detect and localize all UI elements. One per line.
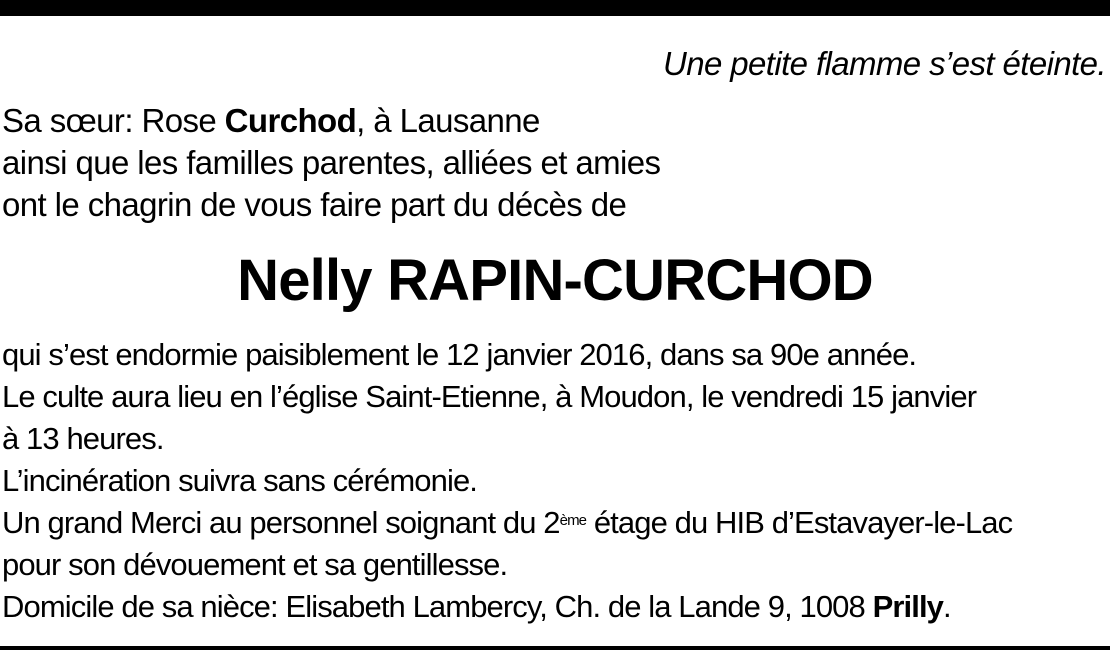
details-line-service: Le culte aura lieu en l’église Saint-Etienne, à Moudon, le vendredi 15 janvier — [2, 379, 977, 414]
sister-surname: Curchod — [224, 102, 357, 139]
details-line-domicile-suffix: . — [943, 589, 951, 624]
bottom-border-rule — [0, 646, 1110, 650]
floor-superscript: ème — [559, 512, 587, 529]
details-block — [2, 334, 1012, 628]
details-line-thanks-prefix: Un grand Merci au personnel soignant du 2 — [2, 505, 560, 540]
details-line-thanks — [2, 502, 1012, 544]
details-line-domicile — [2, 586, 1012, 628]
domicile-town: Prilly — [872, 589, 943, 624]
intro-line-families: ainsi que les familles parentes, alliées et amies — [2, 144, 661, 181]
intro-line-sister-prefix: Sa sœur: Rose — [2, 102, 225, 139]
details-line-cremation: L’incinération suivra sans cérémonie. — [2, 463, 478, 498]
intro-line-announcement: ont le chagrin de vous faire part du décès de — [2, 186, 627, 223]
epigraph: Une petite flamme s’est éteinte. — [662, 45, 1106, 82]
details-line-domicile-prefix: Domicile de sa nièce: Elisabeth Lambercy, Ch. de la Lande 9, 1008 — [2, 589, 873, 624]
intro-block — [2, 100, 660, 226]
details-line-thanks-suffix: étage du HIB d’Estavayer-le-Lac — [586, 505, 1013, 540]
intro-line-sister — [2, 100, 660, 142]
intro-line-sister-suffix: , à Lausanne — [356, 102, 540, 139]
deceased-name: Nelly RAPIN-CURCHOD — [237, 248, 873, 313]
details-line-date: qui s’est endormie paisiblement le 12 janvier 2016, dans sa 90e année. — [2, 337, 917, 372]
details-line-time: à 13 heures. — [2, 421, 164, 456]
top-border-rule — [0, 0, 1110, 16]
details-line-thanks-cont: pour son dévouement et sa gentillesse. — [2, 547, 508, 582]
